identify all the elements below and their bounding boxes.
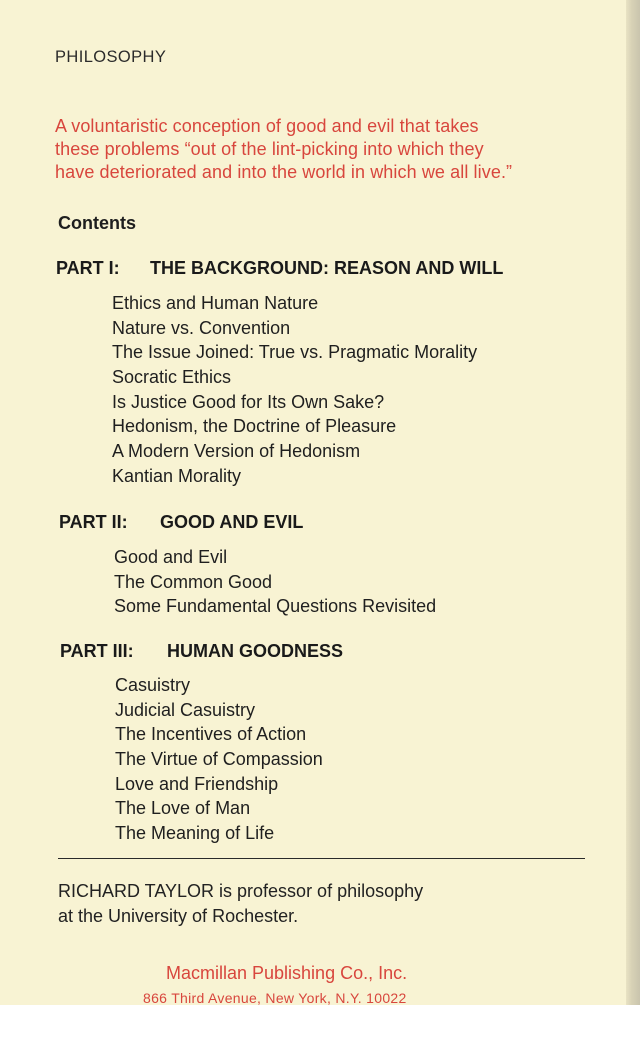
part-3-chapter-list [115, 673, 323, 846]
author-bio [58, 879, 423, 929]
part-number: PART II: [59, 512, 128, 532]
chapter-item: Ethics and Human Nature [112, 293, 319, 313]
chapter-item: Socratic Ethics [112, 367, 232, 388]
part-2-chapter-list [114, 545, 436, 619]
part-title: GOOD AND EVIL [160, 512, 304, 532]
part-heading-1 [56, 258, 503, 279]
blurb-line: A voluntaristic conception of good and evil that takes [55, 116, 479, 136]
chapter-item: Nature vs. Convention [112, 317, 291, 338]
chapter-item: The Love of Man [115, 798, 251, 819]
part-heading-2 [59, 512, 303, 533]
chapter-item: The Issue Joined: True vs. Pragmatic Morality [112, 342, 478, 363]
chapter-item: The Incentives of Action [115, 724, 307, 745]
blurb-line: have deteriorated and into the world in which we all live.” [55, 162, 513, 182]
page-edge [626, 0, 640, 1005]
part-1-chapter-list [112, 291, 477, 489]
chapter-item: Judicial Casuistry [115, 699, 256, 720]
part-number: PART III: [60, 641, 134, 661]
author-bio-line: RICHARD TAYLOR is professor of philosophy [58, 881, 424, 901]
divider-rule [58, 858, 585, 859]
part-title: HUMAN GOODNESS [167, 641, 344, 661]
author-bio-line: at the University of Rochester. [58, 906, 299, 926]
part-heading-3 [60, 641, 343, 662]
category-label: PHILOSOPHY [55, 48, 167, 66]
publisher-name: Macmillan Publishing Co., Inc. [166, 963, 408, 983]
chapter-item: The Common Good [114, 571, 273, 592]
chapter-item: Is Justice Good for Its Own Sake? [112, 391, 385, 412]
contents-heading: Contents [58, 213, 136, 233]
chapter-item: The Virtue of Compassion [115, 749, 323, 770]
chapter-item: Good and Evil [114, 547, 228, 567]
chapter-item: A Modern Version of Hedonism [112, 441, 361, 462]
chapter-item: Some Fundamental Questions Revisited [114, 596, 437, 617]
part-number: PART I: [56, 258, 120, 278]
chapter-item: Hedonism, the Doctrine of Pleasure [112, 416, 397, 437]
blurb-line: these problems “out of the lint-picking into which they [55, 139, 484, 159]
part-title: THE BACKGROUND: REASON AND WILL [150, 258, 504, 278]
chapter-item: Kantian Morality [112, 465, 242, 486]
chapter-item: Casuistry [115, 675, 191, 695]
chapter-item: The Meaning of Life [115, 823, 275, 844]
blurb [55, 115, 615, 184]
publisher-address: 866 Third Avenue, New York, N.Y. 10022 [143, 990, 407, 1005]
chapter-item: Love and Friendship [115, 773, 279, 794]
